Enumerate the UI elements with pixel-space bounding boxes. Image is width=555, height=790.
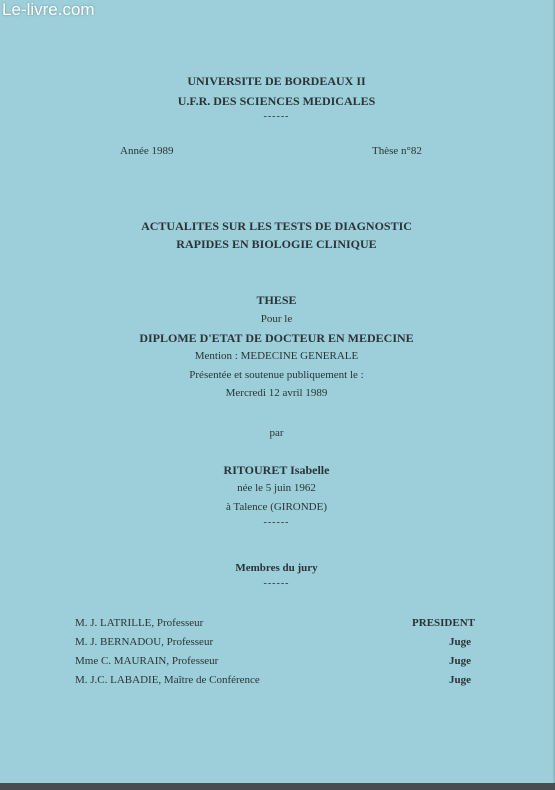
diploma-title: DIPLOME D'ETAT DE DOCTEUR EN MEDECINE [139, 331, 414, 345]
author-name: RITOURET Isabelle [223, 463, 330, 477]
jury-member-role: Juge [449, 636, 471, 648]
pour-le-text: Pour le [260, 313, 293, 325]
ufr-name: U.F.R. DES SCIENCES MEDICALES [177, 94, 376, 108]
jury-member-name: M. J. LATRILLE, Professeur [75, 617, 204, 629]
jury-member-role: PRESIDENT [412, 617, 475, 629]
jury-member-name: Mme C. MAURAIN, Professeur [75, 655, 219, 667]
jury-member-name: M. J.C. LABADIE, Maître de Conférence [75, 674, 260, 686]
jury-separator: ------ [263, 578, 290, 589]
thesis-number: Thèse n°82 [372, 145, 422, 157]
jury-member-role: Juge [449, 655, 471, 667]
author-birth-date: née le 5 juin 1962 [237, 482, 316, 494]
thesis-heading: THESE [256, 293, 297, 307]
jury-heading: Membres du jury [235, 562, 318, 574]
academic-year: Année 1989 [120, 145, 174, 157]
mention-text: Mention : MEDECINE GENERALE [194, 350, 359, 362]
header-separator: ------ [263, 111, 290, 122]
jury-member-role: Juge [449, 674, 471, 686]
par-text: par [269, 427, 284, 439]
thesis-title-line2: RAPIDES EN BIOLOGIE CLINIQUE [176, 237, 377, 251]
watermark-logo: Le-livre.com [2, 0, 95, 19]
author-separator: ------ [263, 517, 290, 528]
thesis-title-line1: ACTUALITES SUR LES TESTS DE DIAGNOSTIC [141, 219, 412, 233]
author-birth-place: à Talence (GIRONDE) [225, 501, 328, 513]
bottom-edge-shadow [0, 783, 555, 790]
university-name: UNIVERSITE DE BORDEAUX II [187, 74, 366, 88]
jury-member-name: M. J. BERNADOU, Professeur [75, 636, 214, 648]
presented-text: Présentée et soutenue publiquement le : [189, 369, 364, 381]
defense-date: Mercredi 12 avril 1989 [225, 387, 328, 399]
